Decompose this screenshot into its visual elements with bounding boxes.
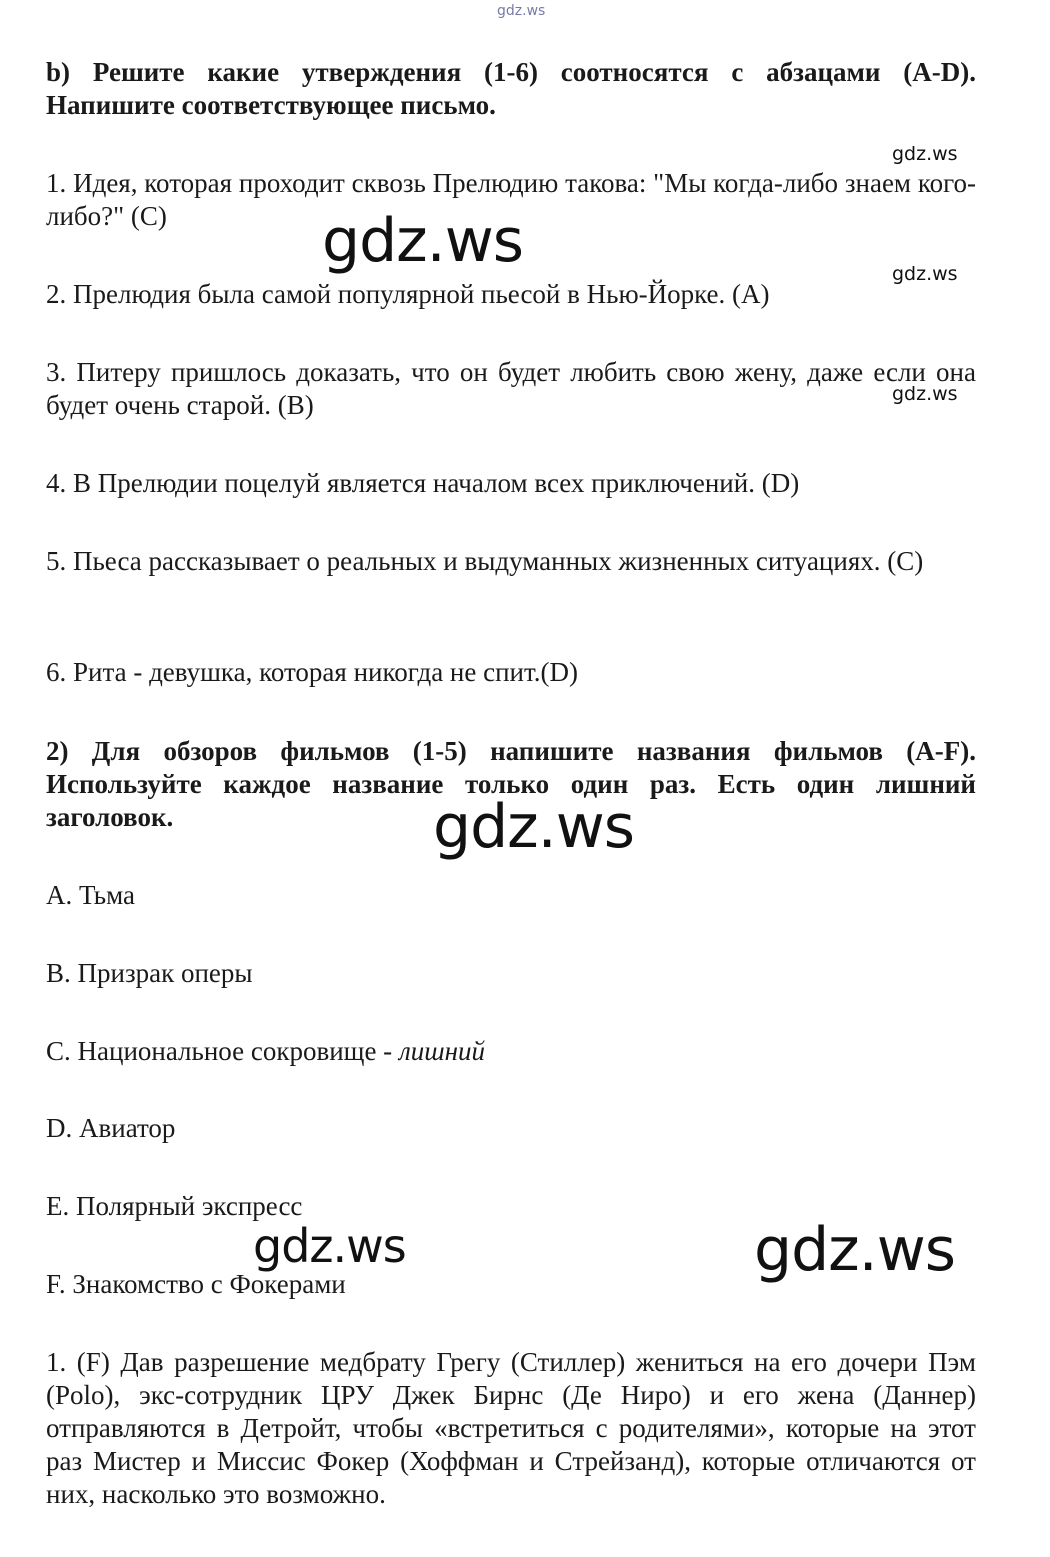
- statement-3: 3. Питеру пришлось доказать, что он будет любить свою жену, даже если она будет очень старой. (B): [46, 357, 976, 420]
- film-option-text: C. Национальное сокровище -: [46, 1036, 399, 1066]
- watermark-medium: gdz.ws: [253, 1219, 406, 1273]
- film-option-f: [46, 1268, 976, 1301]
- watermark-small: gdz.ws: [892, 383, 958, 405]
- review-1: 1. (F) Дав разрешение медбрату Грегу (Стиллер) жениться на его дочери Пэм (Polo), экс-сотрудник ЦРУ Джек Бирнс (Де Ниро) и его жена (Даннер) отправляются в Детройт, чтобы «встретиться с родителями», которые на этот раз Мистер и Миссис Фокер (Хоффман и Стрейзанд), которые отличаются от них, насколько это возможно.: [46, 1347, 976, 1509]
- film-option-text: D. Авиатор: [46, 1113, 176, 1143]
- statement-6: 6. Рита - девушка, которая никогда не спит.(D): [46, 657, 578, 687]
- statement-5: 5. Пьеса рассказывает о реальных и выдуманных жизненных ситуациях. (C): [46, 546, 924, 576]
- film-option-text: A. Тьма: [46, 880, 135, 910]
- film-option-c: [46, 1035, 976, 1068]
- section-2-heading: 2) Для обзоров фильмов (1-5) напишите названия фильмов (A-F). Используйте каждое название только один раз. Есть один лишний заголовок.: [46, 736, 976, 832]
- section-b-heading: b) Решите какие утверждения (1-6) соотносятся с абзацами (A-D). Напишите соответствующее письмо.: [46, 57, 976, 120]
- watermark-large: gdz.ws: [433, 792, 635, 862]
- watermark-small: gdz.ws: [892, 263, 958, 285]
- film-option-note: лишний: [398, 1036, 485, 1066]
- film-option-d: [46, 1112, 976, 1145]
- film-option-e: [46, 1190, 976, 1223]
- watermark-large: gdz.ws: [322, 206, 524, 276]
- film-option-b: [46, 957, 976, 990]
- watermark-top: gdz.ws: [497, 3, 546, 19]
- film-option-text: F. Знакомство с Фокерами: [46, 1269, 346, 1299]
- statement-2: 2. Прелюдия была самой популярной пьесой в Нью-Йорке. (A): [46, 279, 770, 309]
- film-option-text: E. Полярный экспресс: [46, 1191, 303, 1221]
- watermark-small: gdz.ws: [892, 143, 958, 165]
- statement-1: 1. Идея, которая проходит сквозь Прелюдию такова: "Мы когда-либо знаем кого-либо?" (C): [46, 168, 976, 231]
- film-option-a: [46, 879, 976, 912]
- film-option-text: B. Призрак оперы: [46, 958, 253, 988]
- watermark-large: gdz.ws: [754, 1215, 956, 1285]
- statement-4: 4. В Прелюдии поцелуй является началом всех приключений. (D): [46, 468, 800, 498]
